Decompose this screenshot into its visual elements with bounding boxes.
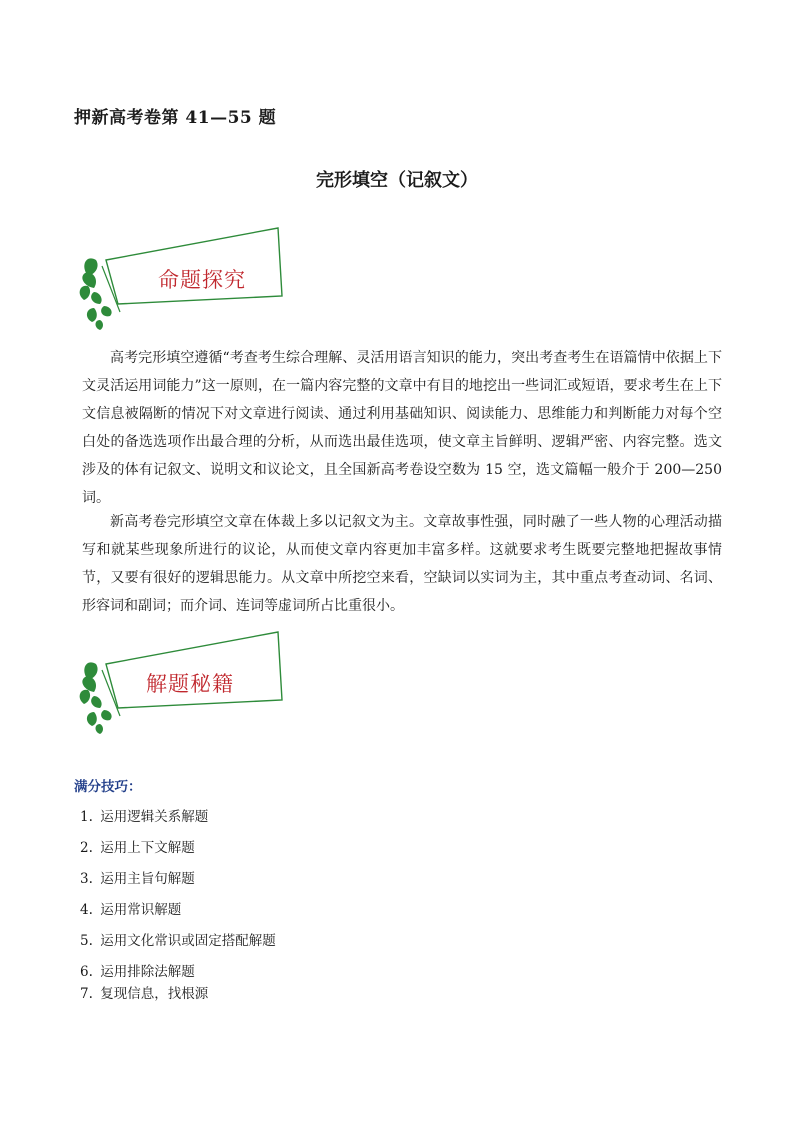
list-item: [80, 930, 276, 961]
banner-label: 命题探究: [158, 268, 246, 292]
banner-label: 解题秘籍: [146, 672, 234, 696]
tip-text: 运用排除法解题: [100, 964, 195, 980]
tip-text: 复现信息，找根源: [100, 986, 209, 1002]
page-title: 完形填空（记叙文）: [316, 170, 478, 191]
tip-text: 运用文化常识或固定搭配解题: [100, 933, 276, 949]
section-banner-mingti: [78, 226, 284, 334]
page-header: 押新高考卷第 41—55 题: [74, 108, 277, 128]
tip-number: 1.: [80, 809, 93, 825]
list-item: [80, 983, 276, 1007]
tip-text: 运用常识解题: [100, 902, 182, 918]
list-item: [80, 837, 276, 868]
list-item: [80, 806, 276, 837]
tip-number: 6.: [80, 964, 93, 980]
tip-number: 2.: [80, 840, 93, 856]
tip-number: 5.: [80, 933, 93, 949]
tip-number: 7.: [80, 986, 93, 1002]
intro-paragraph-1: 高考完形填空遵循“考查考生综合理解、灵活用语言知识的能力，突出考查考生在语篇情中依据上下文灵活运用词能力”这一原则，在一篇内容完整的文章中有目的地挖出一些词汇或短语，要求考生在上下文信息被隔断的情况下对文章进行阅读、通过利用基础知识、阅读能力、思维能力和判断能力对每个空白处的备选选项作出最合理的分析，从而选出最佳选项，使文章主旨鲜明、逻辑严密、内容完整。选文涉及的体有记叙文、说明文和议论文，且全国新高考卷设空数为 15 空，选文篇幅一般介于 200—250 词。: [82, 350, 722, 506]
list-item: [80, 899, 276, 930]
intro-paragraph-2: 新高考卷完形填空文章在体裁上多以记叙文为主。文章故事性强，同时融了一些人物的心理活动描写和就某些现象所进行的议论，从而使文章内容更加丰富多样。这就要求考生既要完整地把握故事情节，又要有很好的逻辑思能力。从文章中所挖空来看，空缺词以实词为主，其中重点考查动词、名词、形容词和副词；而介词、连词等虚词所占比重很小。: [82, 514, 722, 614]
list-item: [80, 868, 276, 899]
section-banner-jieti: [78, 630, 284, 738]
tip-text: 运用主旨句解题: [100, 871, 195, 887]
leaf-icon: [80, 662, 112, 734]
leaf-icon: [80, 258, 112, 330]
tips-heading: 满分技巧：: [74, 779, 142, 795]
tips-list: [80, 806, 276, 1007]
tip-text: 运用上下文解题: [100, 840, 195, 856]
tip-number: 4.: [80, 902, 93, 918]
tip-number: 3.: [80, 871, 93, 887]
tip-text: 运用逻辑关系解题: [100, 809, 209, 825]
